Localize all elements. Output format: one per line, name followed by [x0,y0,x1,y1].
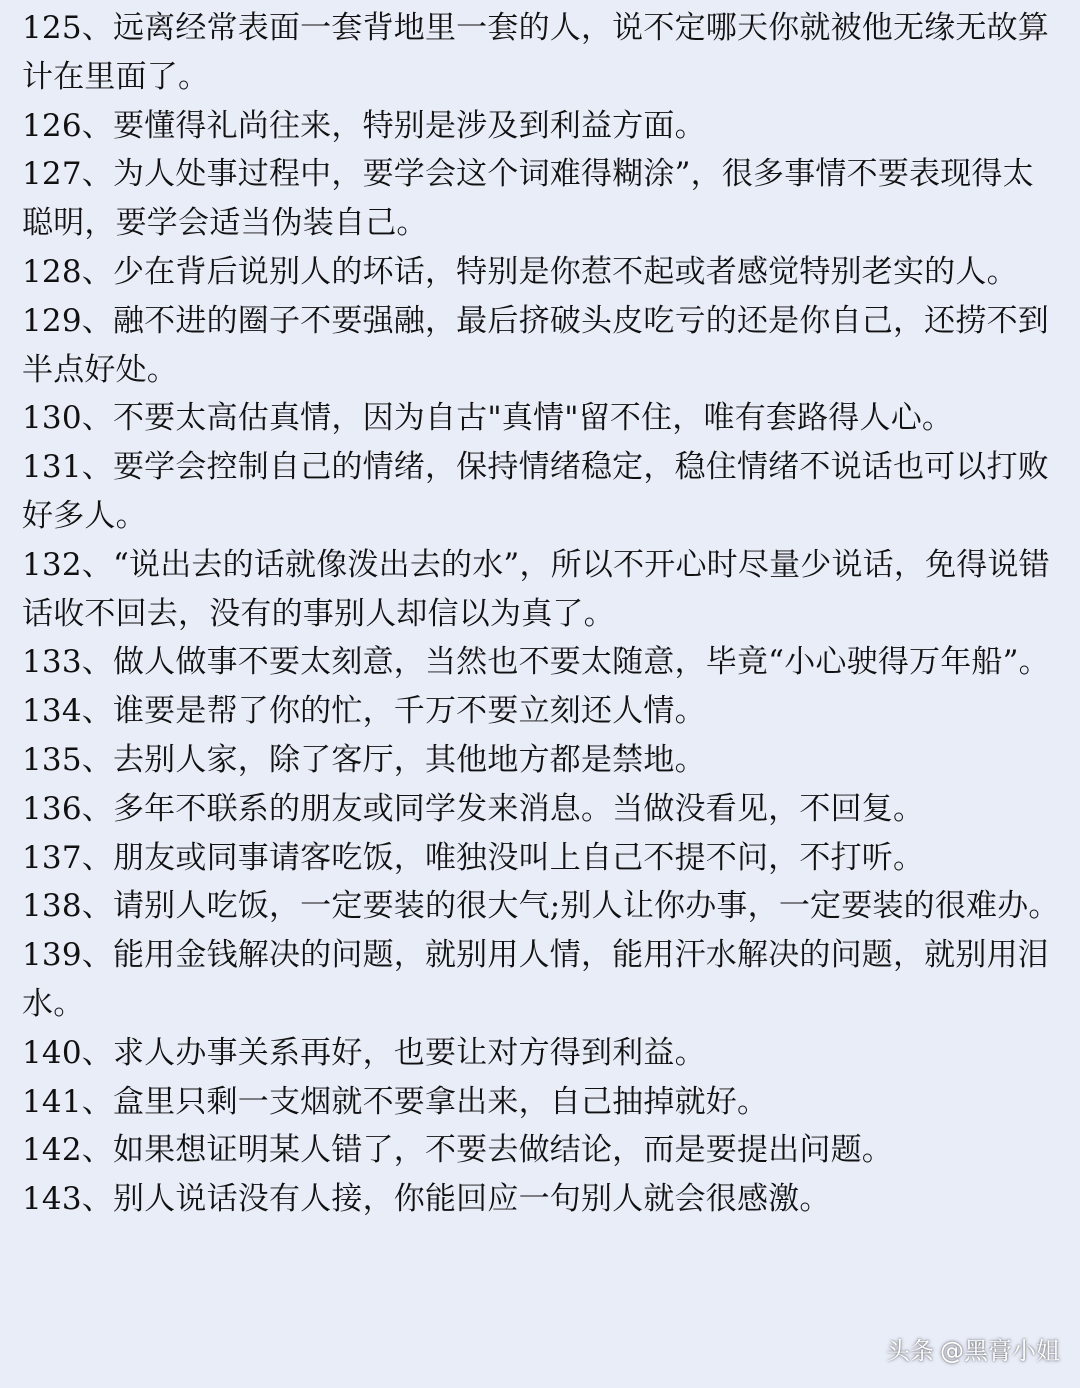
item-number: 127 [22,156,82,193]
toutiao-logo: 头条 [886,1337,934,1365]
item-text: 、多年不联系的朋友或同学发来消息。当做没看见，不回复。 [81,790,925,827]
item-text: 、融不进的圈子不要强融，最后挤破头皮吃亏的还是你自己，还捞不到半点好处。 [22,302,1049,388]
list-item-127 [22,150,1062,248]
item-text: 、不要太高估真情，因为自古"真情"留不住，唯有套路得人心。 [81,400,954,437]
list-item-130 [22,394,1062,443]
item-text: 、“说出去的话就像泼出去的水”，所以不开心时尽量少说话，免得说错话收不回去，没有的事别人却信以为真了。 [22,546,1050,632]
item-number: 133 [22,644,82,681]
list-item-140 [22,1029,1062,1078]
item-number: 132 [22,546,82,583]
item-number: 134 [22,693,82,730]
item-text: 、求人办事关系再好，也要让对方得到利益。 [81,1034,706,1071]
item-number: 138 [22,888,82,925]
list-item-134 [22,687,1062,736]
item-number: 136 [22,790,82,827]
list-item-143 [22,1175,1062,1224]
item-number: 130 [22,400,82,437]
document-body [22,4,1062,1224]
item-text: 、远离经常表面一套背地里一套的人，说不定哪天你就被他无缘无故算计在里面了。 [22,10,1049,95]
list-item-133 [22,638,1062,687]
item-number: 137 [22,839,82,876]
item-number: 128 [22,253,82,290]
item-text: 、朋友或同事请客吃饭，唯独没叫上自己不提不问，不打听。 [81,839,925,876]
item-text: 、要学会控制自己的情绪，保持情绪稳定，稳住情绪不说话也可以打败好多人。 [22,449,1049,534]
item-text: 、请别人吃饭，一定要装的很大气;别人让你办事，一定要装的很难办。 [81,888,1060,925]
list-item-125 [22,4,1062,102]
list-item-136 [22,785,1062,834]
item-number: 131 [22,449,82,486]
list-item-126 [22,102,1062,151]
item-number: 141 [22,1083,82,1120]
item-text: 、要懂得礼尚往来，特别是涉及到利益方面。 [81,107,706,144]
list-item-131 [22,443,1062,541]
watermark-handle: @黑膏小姐 [940,1337,1060,1365]
item-text: 、为人处事过程中，要学会这个词难得糊涂”，很多事情不要表现得太聪明，要学会适当伪装自己。 [22,156,1034,242]
item-text: 、少在背后说别人的坏话，特别是你惹不起或者感觉特别老实的人。 [81,253,1018,290]
item-text: 、谁要是帮了你的忙，千万不要立刻还人情。 [81,693,706,730]
item-number: 139 [22,937,82,974]
list-item-132 [22,541,1062,639]
list-item-141 [22,1078,1062,1127]
list-item-138 [22,882,1062,931]
item-number: 126 [22,107,82,144]
list-item-142 [22,1126,1062,1175]
item-number: 142 [22,1132,82,1169]
item-number: 143 [22,1181,82,1218]
item-number: 135 [22,741,82,778]
item-text: 、如果想证明某人错了，不要去做结论，而是要提出问题。 [81,1132,893,1169]
list-item-139 [22,931,1062,1029]
item-number: 140 [22,1034,82,1071]
list-item-135 [22,736,1062,785]
item-text: 、别人说话没有人接，你能回应一句别人就会很感激。 [81,1181,831,1218]
list-item-137 [22,834,1062,883]
item-text: 、做人做事不要太刻意，当然也不要太随意，毕竟“小心驶得万年船”。 [81,644,1050,681]
item-number: 125 [22,10,82,46]
item-text: 、盒里只剩一支烟就不要拿出来，自己抽掉就好。 [81,1083,769,1120]
list-item-129 [22,297,1062,395]
item-text: 、去别人家，除了客厅，其他地方都是禁地。 [81,741,706,778]
watermark [886,1331,1060,1366]
item-number: 129 [22,302,82,339]
list-item-128 [22,248,1062,297]
item-text: 、能用金钱解决的问题，就别用人情，能用汗水解决的问题，就别用泪水。 [22,937,1049,1022]
